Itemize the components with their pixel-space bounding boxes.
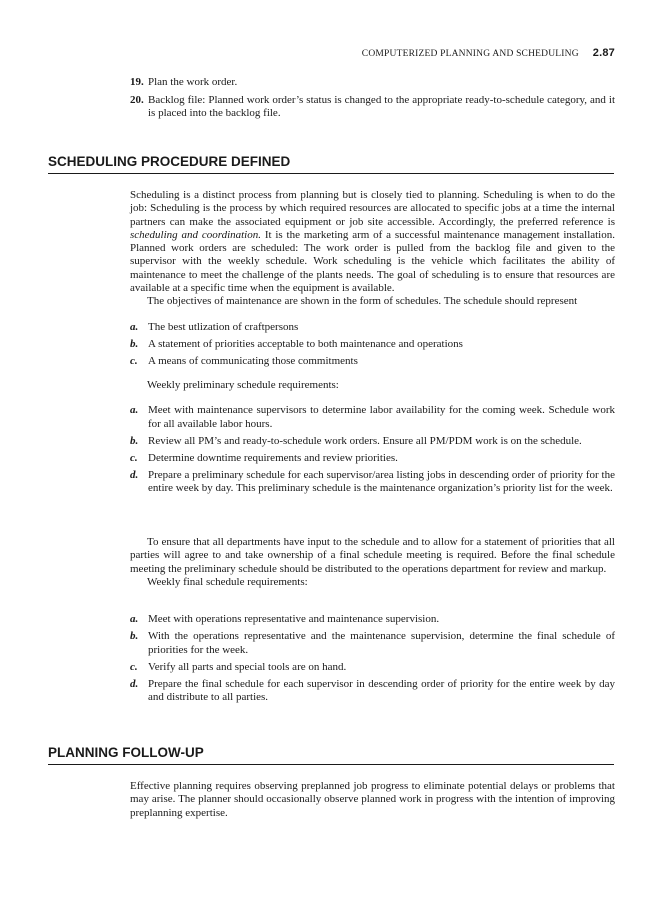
page-number: 2.87 <box>592 47 615 59</box>
item-letter: b. <box>130 630 139 642</box>
list-item <box>130 355 615 369</box>
para-emphasis: scheduling and coordination. <box>130 228 261 241</box>
followup-paragraph: Effective planning requires observing preplanned job progress to eliminate potential delays or problems that may arise. The planner should occasionally observe planned work in progress with the intention of improving preplanning expertise. <box>130 780 615 819</box>
list-item <box>130 661 615 675</box>
item-text: With the operations representative and the maintenance supervision, determine the final schedule of priorities for the week. <box>148 630 615 656</box>
item-letter: d. <box>130 468 139 481</box>
list-item <box>130 94 615 121</box>
numbered-steps <box>130 76 615 121</box>
para-text: It is the marketing arm of a successful maintenance management installation. Planned work orders are scheduled: The work order is pulled from the backlog file and given to the supervisor with the weekly schedule. Work scheduling is the vehicle which facilitates the ability of maintenance to meet the challenge of the plants needs. The goal of scheduling is to ensure that resources are available at a specific time when the equipment is available. <box>130 228 615 295</box>
item-text: Review all PM’s and ready-to-schedule work orders. Ensure all PM/PDM work is on the schedule. <box>148 434 582 447</box>
list-item <box>130 469 615 496</box>
item-text: A means of communicating those commitments <box>148 355 358 367</box>
item-text: The best utlization of craftpersons <box>148 321 299 333</box>
para-text: Scheduling is a distinct process from planning but is closely tied to planning. Scheduling is when to do the job: Scheduling is the process by which required resources are allocated to specific jobs at a time the internal partners can make the associated equipment or job site accessible. Accordingly, the preferred reference is <box>130 189 615 228</box>
section-heading-followup: PLANNING FOLLOW-UP <box>48 745 614 765</box>
item-letter: b. <box>130 434 139 447</box>
list-item <box>130 404 615 431</box>
list-item <box>130 321 615 335</box>
scheduling-paragraph <box>130 189 615 309</box>
list-item <box>130 678 615 705</box>
list-item <box>130 435 615 449</box>
item-letter: a. <box>130 321 139 333</box>
running-title: COMPUTERIZED PLANNING AND SCHEDULING <box>361 49 579 59</box>
item-letter: d. <box>130 677 139 690</box>
weekly-preliminary-label: Weekly preliminary schedule requirements: <box>147 379 339 391</box>
item-letter: a. <box>130 613 139 625</box>
item-text: Prepare a preliminary schedule for each supervisor/area listing jobs in descending order of priority for the entire week by day. This preliminary schedule is the maintenance organization’s priority list for the week. <box>148 468 615 494</box>
final-requirements-list <box>130 613 615 708</box>
final-meeting-paragraph <box>130 536 615 589</box>
item-text: A statement of priorities acceptable to both maintenance and operations <box>148 338 463 350</box>
list-item <box>130 613 615 627</box>
item-text: Verify all parts and special tools are on hand. <box>148 660 347 673</box>
list-item <box>130 76 615 90</box>
item-text: Plan the work order. <box>148 76 238 88</box>
list-item <box>130 338 615 352</box>
item-number: 20. <box>130 93 144 106</box>
item-text: Prepare the final schedule for each supervisor in descending order of priority for the entire week by day and distribute to all parties. <box>148 677 615 703</box>
item-number: 19. <box>130 76 144 88</box>
item-letter: a. <box>130 404 139 416</box>
item-letter: c. <box>130 660 138 673</box>
item-text: Meet with operations representative and maintenance supervision. <box>148 613 440 625</box>
item-letter: c. <box>130 355 138 367</box>
objectives-list <box>130 321 615 372</box>
para-text: To ensure that all departments have input to the schedule and to allow for a statement of priorities that all parties will agree to and take ownership of a final schedule meeting is required. Before the final schedule meeting the preliminary schedule should be distributed to the operations department for review and markup. <box>130 536 615 575</box>
weekly-final-label: Weekly final schedule requirements: <box>147 575 308 588</box>
item-text: Backlog file: Planned work order’s status is changed to the appropriate ready-to-schedule category, and it is placed into the backlog file. <box>148 93 615 119</box>
item-text: Determine downtime requirements and review priorities. <box>148 451 398 464</box>
item-letter: c. <box>130 451 138 464</box>
preliminary-requirements-list <box>130 404 615 499</box>
objectives-intro: The objectives of maintenance are shown in the form of schedules. The schedule should represent <box>147 295 578 308</box>
list-item <box>130 630 615 657</box>
item-text: Meet with maintenance supervisors to determine labor availability for the coming week. Schedule work for all available labor hours. <box>148 404 615 430</box>
running-header <box>362 47 615 59</box>
section-heading-scheduling: SCHEDULING PROCEDURE DEFINED <box>48 154 614 174</box>
item-letter: b. <box>130 338 139 350</box>
list-item <box>130 452 615 466</box>
